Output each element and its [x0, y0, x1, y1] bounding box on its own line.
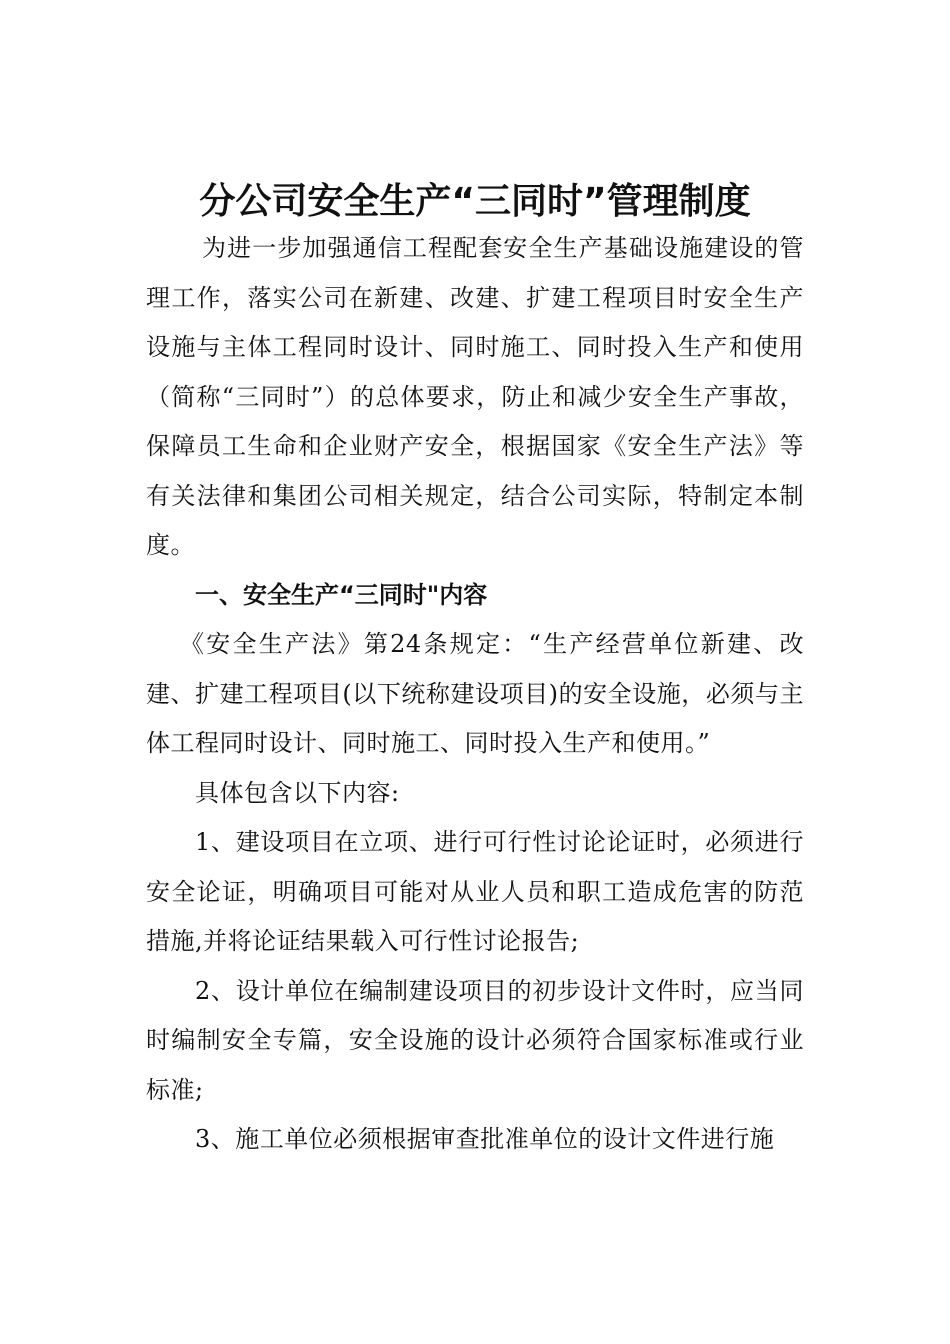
- document-body: [146, 224, 804, 1165]
- list-item-2: 2、设计单位在编制建设项目的初步设计文件时，应当同时编制安全专篇，安全设施的设计必须符合国家标准或行业标准;: [146, 976, 804, 1104]
- section-heading-contents: 一、安全生产“三同时"内容: [195, 580, 488, 609]
- document-title: 分公司安全生产“三同时”管理制度: [199, 181, 751, 222]
- contents-intro: 具体包含以下内容:: [195, 778, 400, 807]
- intro-paragraph: 为进一步加强通信工程配套安全生产基础设施建设的管理工作，落实公司在新建、改建、扩建工程项目时安全生产设施与主体工程同时设计、同时施工、同时投入生产和使用（简称“三同时”）的总体要求，防止和减少安全生产事故，保障员工生命和企业财产安全，根据国家《安全生产法》等有关法律和集团公司相关规定，结合公司实际，特制定本制度。: [146, 234, 804, 559]
- list-item-3: 3、施工单位必须根据审查批准单位的设计文件进行施: [195, 1125, 775, 1153]
- list-item-1: 1、建设项目在立项、进行可行性讨论论证时，必须进行安全论证，明确项目可能对从业人员和职工造成危害的防范措施,并将论证结果载入可行性讨论报告;: [146, 828, 804, 955]
- law-quote-paragraph: 《安全生产法》第24条规定：“生产经营单位新建、改建、扩建工程项目(以下统称建设项目)的安全设施，必须与主体工程同时设计、同时施工、同时投入生产和使用。”: [146, 630, 804, 757]
